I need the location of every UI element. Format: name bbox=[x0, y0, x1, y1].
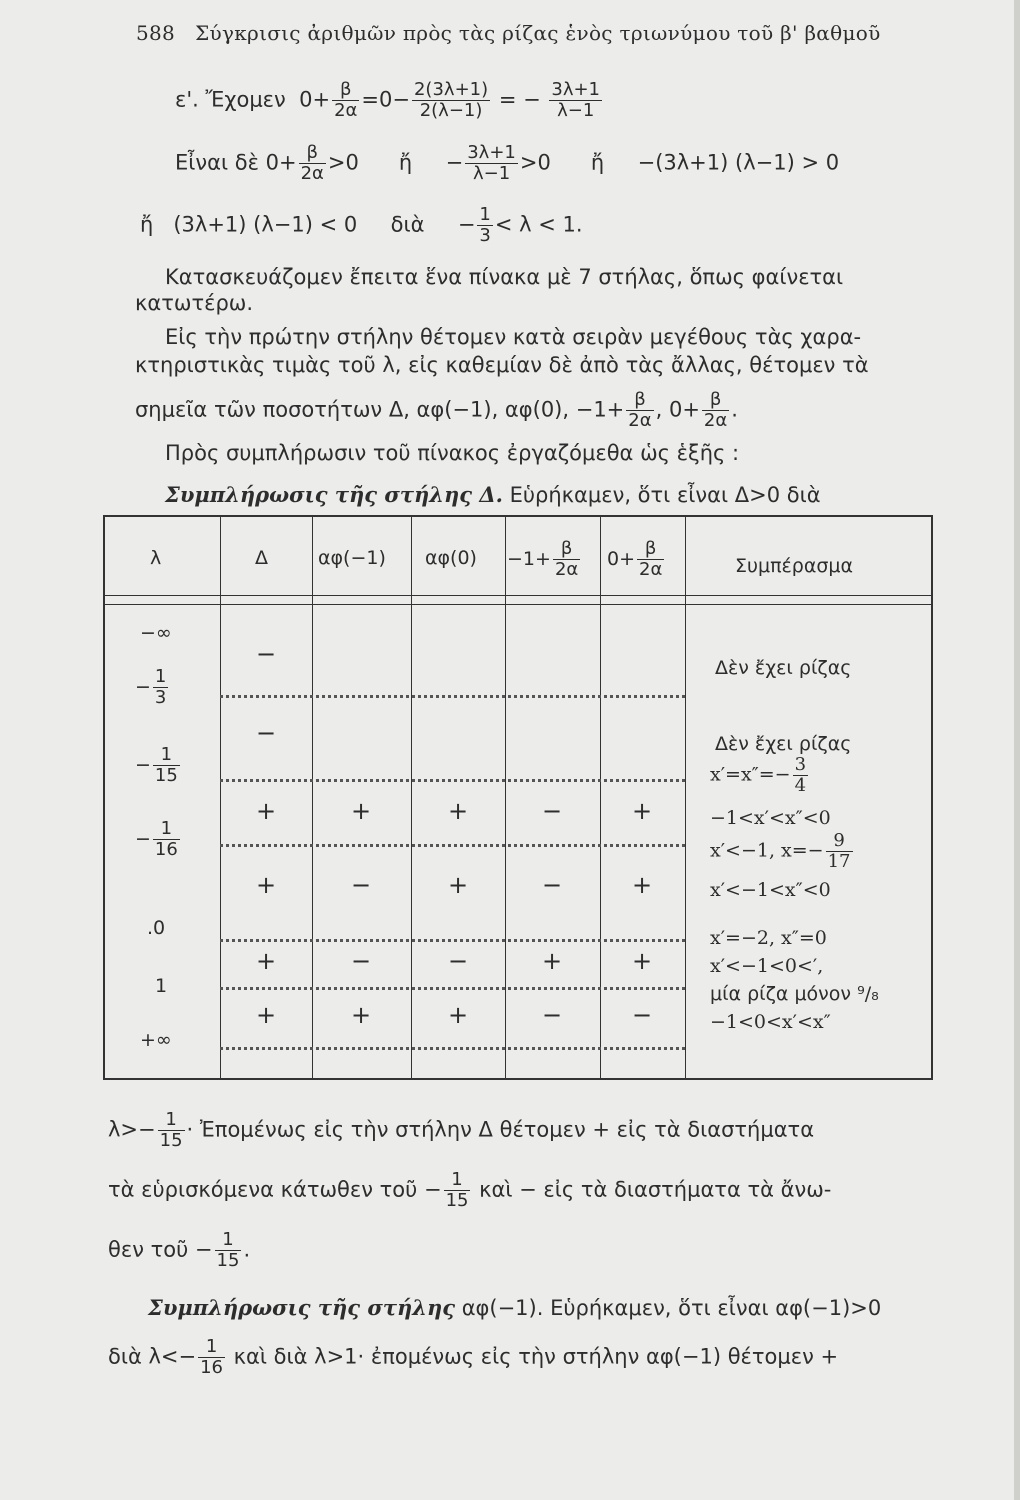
conclusion: −1<0<x′<x″ bbox=[710, 1011, 831, 1033]
lambda-plus-infinity: +∞ bbox=[140, 1029, 172, 1051]
paragraph-line: Συμπλήρωσις τῆς στήλης Δ. Εὑρήκαμεν, ὅτι εἶναι Δ>0 διὰ bbox=[165, 482, 821, 507]
conclusion: x′=x″=− $\frac{3}{4}$ bbox=[710, 754, 807, 796]
sign-cell: + bbox=[541, 947, 563, 975]
paragraph-line: κατωτέρω. bbox=[135, 291, 254, 315]
scan-edge bbox=[1014, 0, 1020, 1500]
sign-cell: − bbox=[255, 719, 277, 747]
lambda-minus-one-fifteenth: − $\frac{1}{15}$ bbox=[135, 744, 178, 786]
sign-cell: + bbox=[255, 871, 277, 899]
fraction: $\frac{\beta}{2\alpha}$ bbox=[300, 142, 324, 184]
fraction: $\frac{1}{15}$ bbox=[216, 1229, 240, 1271]
page-number: 588 bbox=[136, 21, 176, 45]
lambda-minus-one-sixteenth: − $\frac{1}{16}$ bbox=[135, 818, 178, 860]
conclusion: x′=−2, x″=0 bbox=[710, 927, 827, 949]
sign-cell: − bbox=[541, 871, 563, 899]
paragraph-line: σημεῖα τῶν ποσοτήτων Δ, αφ(−1), αφ(0), −1+ $\frac{\beta}{2\alpha}$ , 0+ $\frac{\beta}{2\alpha}$ . bbox=[135, 389, 738, 431]
paragraph-line: Κατασκευάζομεν ἔπειτα ἕνα πίνακα μὲ 7 στήλας, ὅπως φαίνεται bbox=[165, 265, 844, 289]
fraction: $\frac{1}{16}$ bbox=[200, 1336, 223, 1378]
paragraph-line: κτηριστικὰς τιμὰς τοῦ λ, εἰς καθεμίαν δὲ ἀπὸ τὰς ἄλλας, θέτομεν τὰ bbox=[135, 353, 869, 377]
paragraph-line: τὰ εὑρισκόμενα κάτωθεν τοῦ − $\frac{1}{15}$ καὶ − εἰς τὰ διαστήματα τὰ ἄνω- bbox=[108, 1169, 832, 1211]
sign-cell: + bbox=[447, 871, 469, 899]
sign-cell: − bbox=[631, 1001, 653, 1029]
sign-cell: + bbox=[631, 947, 653, 975]
fraction: $\frac{1}{3}$ bbox=[479, 204, 491, 246]
fraction: $\frac{\beta}{2\alpha}$ bbox=[334, 79, 358, 121]
conclusion: Δὲν ἔχει ρίζας bbox=[715, 733, 852, 755]
sign-cell: + bbox=[255, 947, 277, 975]
sign-cell: + bbox=[255, 1001, 277, 1029]
sign-cell: + bbox=[350, 1001, 372, 1029]
header-lambda: λ bbox=[150, 547, 162, 569]
header-c6: 0+ $\frac{\beta}{2\alpha}$ bbox=[607, 538, 663, 580]
header-c5: −1+ $\frac{\beta}{2\alpha}$ bbox=[507, 538, 579, 580]
fraction: $\frac{3\lambda+1}{\lambda-1}$ bbox=[551, 79, 601, 121]
sign-cell: − bbox=[350, 871, 372, 899]
sign-cell: + bbox=[631, 797, 653, 825]
conclusion: x′<−1, x=− $\frac{9}{17}$ bbox=[710, 830, 851, 872]
page-header bbox=[136, 20, 881, 46]
paragraph-line: λ>− $\frac{1}{15}$ · Ἐπομένως εἰς τὴν στήλην Δ θέτομεν + εἰς τὰ διαστήματα bbox=[108, 1109, 815, 1151]
lambda-zero: .0 bbox=[147, 917, 166, 939]
sign-cell: − bbox=[541, 797, 563, 825]
equation-1: ε'. Ἔχομεν 0+ $\frac{\beta}{2\alpha}$ =0− $\frac{2(3\lambda+1)}{2(\lambda-1)}$ = − $\frac{3\lambda+1}{\lambda-1}$ bbox=[175, 79, 601, 121]
conclusion: Δὲν ἔχει ρίζας bbox=[715, 657, 852, 679]
fraction: $\frac{3\lambda+1}{\lambda-1}$ bbox=[467, 142, 516, 184]
sign-cell: − bbox=[255, 640, 277, 668]
section-heading: Συμπλήρωσις τῆς στήλης Δ. bbox=[165, 482, 503, 507]
lambda-minus-one-third: − $\frac{1}{3}$ bbox=[135, 666, 167, 708]
fraction: $\frac{2(3\lambda+1)}{2(\lambda-1)}$ bbox=[413, 79, 489, 121]
conclusion: −1<x′<x″<0 bbox=[710, 807, 831, 829]
header-af-0: αφ(0) bbox=[425, 547, 477, 569]
sign-cell: + bbox=[447, 1001, 469, 1029]
sign-cell: − bbox=[447, 947, 469, 975]
paragraph-line: Συμπλήρωσις τῆς στήλης αφ(−1). Εὑρήκαμεν, ὅτι εἶναι αφ(−1)>0 bbox=[148, 1295, 882, 1320]
paragraph-line: Εἰς τὴν πρώτην στήλην θέτομεν κατὰ σειρὰν μεγέθους τὰς χαρα- bbox=[165, 325, 862, 349]
sign-cell: + bbox=[350, 797, 372, 825]
fraction: $\frac{1}{15}$ bbox=[159, 1109, 183, 1151]
equation-3: ἤ (3λ+1) (λ−1) < 0 διὰ − $\frac{1}{3}$ < λ < 1. bbox=[140, 204, 583, 246]
conclusion: x′<−1<0<′, bbox=[710, 955, 824, 977]
sign-cell: − bbox=[541, 1001, 563, 1029]
sign-cell: + bbox=[631, 871, 653, 899]
conclusion: x′<−1<x″<0 bbox=[710, 879, 831, 901]
sign-cell: + bbox=[447, 797, 469, 825]
sign-cell: + bbox=[255, 797, 277, 825]
running-title: Σύγκρισις ἀριθμῶν πρὸς τὰς ρίζας ἑνὸς τριωνύμου τοῦ β' βαθμοῦ bbox=[195, 21, 881, 45]
equation-2: Εἶναι δὲ 0+ $\frac{\beta}{2\alpha}$ >0 ἤ − $\frac{3\lambda+1}{\lambda-1}$ >0 ἤ −(3λ+1) (λ−1) > 0 bbox=[175, 142, 840, 184]
fraction: $\frac{1}{15}$ bbox=[445, 1169, 469, 1211]
fraction: $\frac{\beta}{2\alpha}$ bbox=[703, 389, 728, 431]
header-conclusion: Συμπέρασμα bbox=[735, 555, 854, 577]
lambda-one: 1 bbox=[155, 975, 168, 997]
fraction: $\frac{\beta}{2\alpha}$ bbox=[628, 389, 652, 431]
paragraph-line: θεν τοῦ − $\frac{1}{15}$ . bbox=[108, 1229, 251, 1271]
sign-table bbox=[103, 515, 933, 1080]
header-delta: Δ bbox=[255, 547, 268, 569]
paragraph-line: διὰ λ<− $\frac{1}{16}$ καὶ διὰ λ>1· ἐπομένως εἰς τὴν στήλην αφ(−1) θέτομεν + bbox=[108, 1336, 839, 1378]
lambda-minus-infinity: −∞ bbox=[140, 622, 172, 644]
conclusion: μία ρίζα μόνον ⁹/₈ bbox=[710, 983, 879, 1005]
section-heading: Συμπλήρωσις τῆς στήλης bbox=[148, 1295, 456, 1320]
sign-cell: − bbox=[350, 947, 372, 975]
paragraph-line: Πρὸς συμπλήρωσιν τοῦ πίνακος ἐργαζόμεθα ὡς ἑξῆς : bbox=[165, 441, 740, 465]
header-af-minus1: αφ(−1) bbox=[318, 547, 386, 569]
